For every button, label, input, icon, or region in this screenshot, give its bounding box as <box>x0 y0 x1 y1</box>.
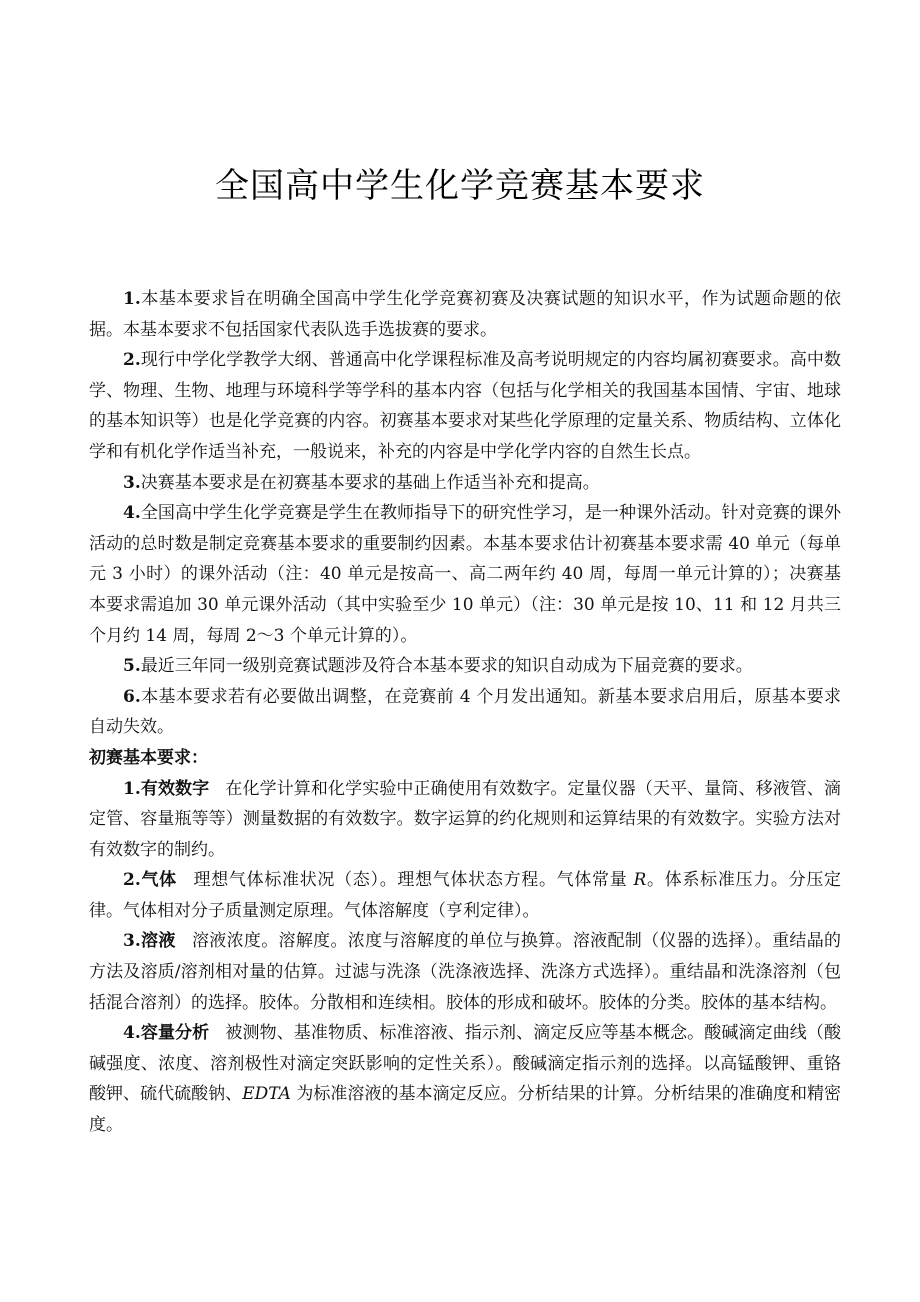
topic-number: 1. <box>123 778 141 799</box>
document-body <box>89 284 841 1141</box>
paragraph-number: 2. <box>123 350 141 371</box>
paragraph-number: 5. <box>123 656 141 677</box>
paragraph-text: 全国高中学生化学竞赛是学生在教师指导下的研究性学习，是一种课外活动。针对竞赛的课外活动的总时数是制定竞赛基本要求的重要制约因素。本基本要求估计初赛基本要求需 40 单元（每单元 3 小时）的课外活动（注：40 单元是按高一、高二两年约 40 周，每周一单元计算的）；决赛基本要求需追加 30 单元课外活动（其中实验至少 10 单元）（注：30 单元是按 10、11 和 12 月共三个月约 14 周，每周 2～3 个单元计算的）。 <box>89 503 841 646</box>
paragraph-text: 本基本要求旨在明确全国高中学生化学竞赛初赛及决赛试题的知识水平，作为试题命题的依据。本基本要求不包括国家代表队选手选拔赛的要求。 <box>89 289 841 340</box>
topic-text: 在化学计算和化学实验中正确使用有效数字。定量仪器（天平、量筒、移液管、滴定管、容量瓶等等）测量数据的有效数字。数字运算的约化规则和运算结果的有效数字。实验方法对有效数字的制约。 <box>89 778 842 860</box>
topic-text: 被测物、基准物质、标准溶液、指示剂、滴定反应等基本概念。酸碱滴定曲线（酸碱强度、浓度、溶剂极性对滴定突跃影响的定性关系）。酸碱滴定指示剂的选择。以高锰酸钾、重铬酸钾、硫代硫酸钠、 <box>89 1023 842 1105</box>
topic-number: 3. <box>123 931 141 952</box>
topic-paragraph-2 <box>89 865 841 926</box>
intro-paragraph-2 <box>89 345 841 467</box>
topic-text: 理想气体标准状况（态）。理想气体状态方程。气体常量 <box>192 870 634 891</box>
intro-paragraph-3 <box>89 468 841 499</box>
topic-text-continued: 。体系标准压力。分压定律。气体相对分子质量测定原理。气体溶解度（亨利定律）。 <box>89 870 842 921</box>
paragraph-text: 最近三年同一级别竞赛试题涉及符合本基本要求的知识自动成为下届竞赛的要求。 <box>140 656 753 677</box>
topic-italic-symbol: R <box>633 870 647 891</box>
topic-heading: 溶液 <box>140 931 176 952</box>
topic-heading: 有效数字 <box>140 778 210 799</box>
topic-paragraph-4 <box>89 1018 841 1140</box>
paragraph-number: 1. <box>123 289 141 309</box>
topic-number: 4. <box>123 1023 141 1044</box>
document-title: 全国高中学生化学竞赛基本要求 <box>215 166 705 206</box>
section-heading: 初赛基本要求： <box>89 747 208 768</box>
topic-paragraph-1 <box>89 774 841 866</box>
intro-paragraph-1 <box>89 284 841 345</box>
topic-heading: 容量分析 <box>140 1023 210 1044</box>
topic-heading: 气体 <box>140 870 177 891</box>
paragraph-text: 决赛基本要求是在初赛基本要求的基础上作适当补充和提高。 <box>140 472 600 493</box>
topic-text-continued: 为标准溶液的基本滴定反应。分析结果的计算。分析结果的准确度和精密度。 <box>89 1084 842 1136</box>
intro-paragraph-5 <box>89 651 841 682</box>
topic-paragraph-3 <box>89 926 841 1018</box>
paragraph-number: 4. <box>123 503 141 524</box>
topic-number: 2. <box>123 870 141 891</box>
paragraph-text: 本基本要求若有必要做出调整，在竞赛前 4 个月发出通知。新基本要求启用后，原基本要求自动失效。 <box>89 686 841 738</box>
paragraph-number: 3. <box>123 472 141 493</box>
paragraph-number: 6. <box>123 686 141 707</box>
intro-paragraph-6 <box>89 682 841 743</box>
paragraph-text: 现行中学化学教学大纲、普通高中化学课程标准及高考说明规定的内容均属初赛要求。高中数学、物理、生物、地理与环境科学等学科的基本内容（包括与化学相关的我国基本国情、宇宙、地球的基本知识等）也是化学竞赛的内容。初赛基本要求对某些化学原理的定量关系、物质结构、立体化学和有机化学作适当补充，一般说来，补充的内容是中学化学内容的自然生长点。 <box>89 350 841 462</box>
intro-paragraph-4 <box>89 498 841 651</box>
topic-italic-symbol: EDTA <box>242 1084 291 1105</box>
topic-text: 溶液浓度。溶解度。浓度与溶解度的单位与换算。溶液配制（仪器的选择）。重结晶的方法及溶质/溶剂相对量的估算。过滤与洗涤（洗涤液选择、洗涤方式选择）。重结晶和洗涤溶剂（包括混合溶剂）的选择。胶体。分散相和连续相。胶体的形成和破坏。胶体的分类。胶体的基本结构。 <box>89 931 842 1013</box>
